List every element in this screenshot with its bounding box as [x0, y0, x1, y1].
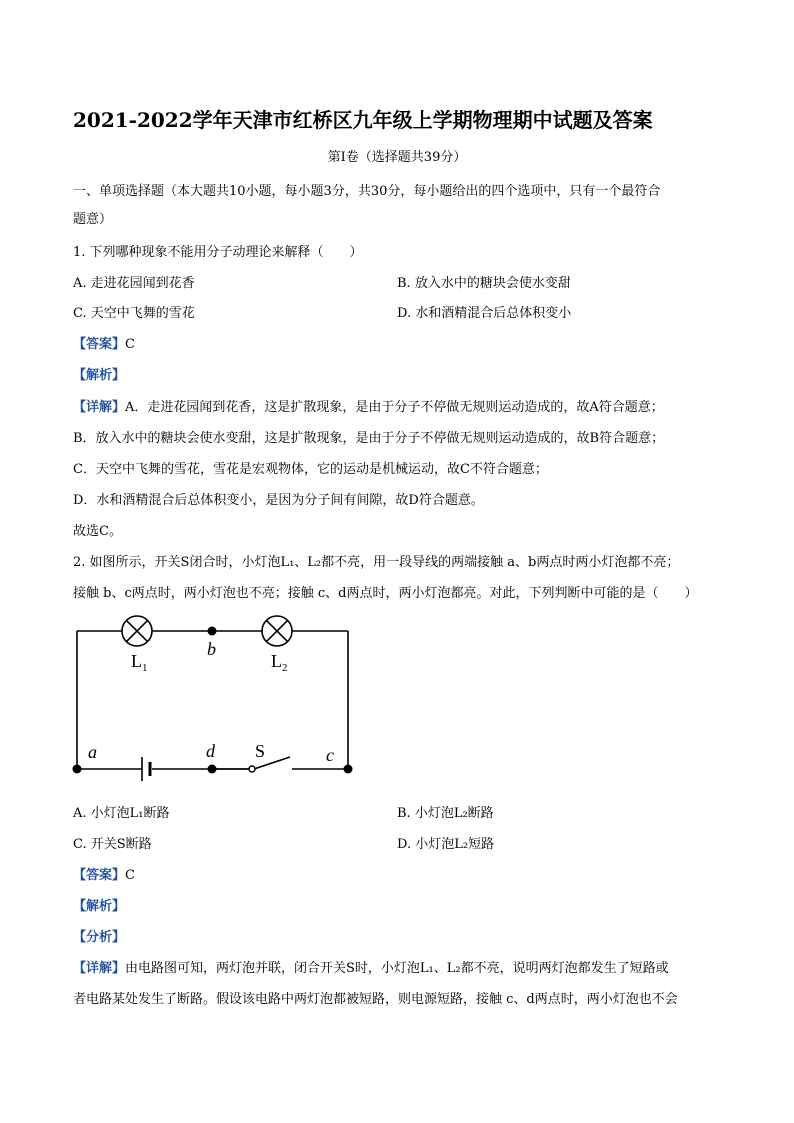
q1-detail-line: D．水和酒精混合后总体积变小，是因为分子间有间隙，故D符合题意。: [73, 493, 484, 508]
node-c: [344, 765, 353, 774]
q2-detail-line: [73, 957, 669, 976]
lamp-l1-icon: [122, 616, 152, 646]
answer-tag: 【答案】: [73, 337, 126, 352]
label-l2: $L_2$: [271, 651, 288, 674]
q1-option-c: C. 天空中飞舞的雪花: [73, 306, 195, 321]
q2-analysis-tag: [73, 895, 125, 914]
label-l1: $L_1$: [131, 651, 148, 674]
document-title: 2021-2022学年天津市红桥区九年级上学期物理期中试题及答案: [73, 108, 653, 132]
q2-option-d: D. 小灯泡L₂短路: [397, 837, 495, 852]
q1-option-d: D. 水和酒精混合后总体积变小: [397, 306, 572, 321]
section-subtitle: 第I卷（选择题共39分）: [327, 150, 467, 165]
node-d: [208, 765, 217, 774]
fenxi-tag: 【分析】: [73, 930, 126, 945]
q2-option-c: C. 开关S断路: [73, 837, 152, 852]
q1-stem: 1. 下列哪种现象不能用分子动理论来解释（ ）: [73, 245, 363, 260]
label-c: c: [326, 745, 334, 765]
q1-option-b: B. 放入水中的糖块会使水变甜: [397, 276, 571, 291]
lamp-l2-icon: [262, 616, 292, 646]
q2-stem: 2. 如图所示，开关S闭合时，小灯泡L₁、L₂都不亮，用一段导线的两端接触 a、b两点时两小灯泡都不亮；: [73, 555, 680, 570]
label-b: b: [207, 639, 216, 659]
detail-tag: 【详解】: [73, 961, 126, 976]
switch-pivot-icon: [249, 766, 255, 772]
q1-detail-line: B．放入水中的糖块会使水变甜，这是扩散现象，是由于分子不停做无规则运动造成的，故B符合题意；: [73, 431, 665, 446]
circuit-diagram: [60, 612, 370, 787]
answer-value: C: [125, 868, 135, 883]
detail-tag: 【详解】: [73, 400, 126, 415]
section-heading-cont: 题意）: [73, 212, 113, 227]
q1-detail-line: C．天空中飞舞的雪花，雪花是宏观物体，它的运动是机械运动，故C不符合题意；: [73, 462, 548, 477]
q1-option-a: A. 走进花园闻到花香: [73, 276, 195, 291]
label-s: S: [255, 741, 266, 761]
battery-icon: [142, 757, 150, 781]
label-d: d: [206, 741, 215, 761]
q2-stem-cont: 接触 b、c两点时，两小灯泡也不亮；接触 c、d两点时，两小灯泡都亮。对此，下列判断中可能的是（ ）: [73, 586, 698, 601]
q1-answer: [73, 333, 135, 352]
q2-option-a: A. 小灯泡L₁断路: [73, 806, 170, 821]
q2-fenxi-tag: [73, 926, 125, 945]
q2-option-b: B. 小灯泡L₂断路: [397, 806, 494, 821]
detail-text: 由电路图可知，两灯泡并联，闭合开关S时，小灯泡L₁、L₂都不亮，说明两灯泡都发生了短路或: [125, 961, 669, 976]
node-a: [73, 765, 82, 774]
section-heading: 一、单项选择题（本大题共10小题，每小题3分，共30分，每小题给出的四个选项中，只有一个最符合: [73, 184, 661, 199]
q2-detail-line: 者电路某处发生了断路。假设该电路中两灯泡都被短路，则电源短路，接触 c、d两点时，两小灯泡也不会: [73, 992, 678, 1007]
node-b: [208, 627, 217, 636]
q2-answer: [73, 864, 135, 883]
q1-detail-line: [73, 396, 664, 415]
answer-value: C: [125, 337, 135, 352]
q1-conclusion: 故选C。: [73, 524, 122, 539]
analysis-tag: 【解析】: [73, 899, 126, 914]
q1-analysis-tag: [73, 364, 125, 383]
analysis-tag: 【解析】: [73, 368, 126, 383]
detail-text: A．走进花园闻到花香，这是扩散现象，是由于分子不停做无规则运动造成的，故A符合题意；: [125, 400, 664, 415]
answer-tag: 【答案】: [73, 868, 126, 883]
label-a: a: [88, 742, 97, 762]
